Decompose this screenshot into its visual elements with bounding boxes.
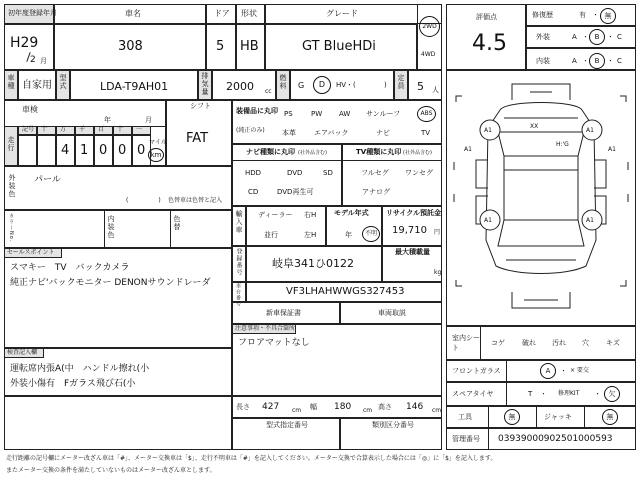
equip-pw: PW	[311, 110, 323, 118]
model-year-unknown-circled: 不明	[362, 226, 380, 242]
doors-value: 5	[216, 39, 225, 54]
width-value: 180	[334, 402, 352, 412]
sales-point-label: セールスポイント	[7, 249, 55, 256]
tools-div-3	[584, 406, 585, 428]
repair-label: 修復歴	[532, 11, 553, 19]
recycle-value: 19,710	[392, 225, 427, 236]
category-label: 車種	[7, 74, 15, 90]
blank-block	[4, 396, 232, 450]
model-year-year: 年	[345, 231, 352, 239]
tools-none-circled: 無	[504, 409, 520, 425]
model-label: 車名	[125, 9, 141, 18]
import-dealer: ディーラー	[258, 211, 293, 219]
interior-sheet-label: 室内シート	[452, 334, 480, 352]
xx-mark: XX	[530, 123, 539, 130]
spare-dot-2: ・	[594, 390, 601, 398]
navi-hdd: HDD	[245, 169, 262, 177]
tv-oneseg: ワンセグ	[405, 169, 433, 177]
shape-value: HB	[240, 39, 259, 54]
color-note: 色替車は色替と記入	[168, 197, 223, 204]
score-value: 4.5	[472, 31, 507, 56]
digit-header-label: 百	[98, 126, 105, 133]
exterior-label: 外装	[536, 33, 550, 41]
front-glass-a-circled: A	[540, 363, 556, 379]
digit-cell	[37, 135, 56, 166]
odometer-digit: 4	[61, 143, 70, 158]
equip-sunroof: サンルーフ	[366, 110, 401, 118]
grade-label: グレード	[326, 9, 358, 18]
equip-leather: 本革	[282, 129, 296, 137]
inspector-label: 検査記入欄	[7, 349, 38, 356]
airbag-mark	[310, 124, 348, 140]
interior-dot-2: ・	[607, 57, 614, 65]
drive-4wd: 4WD	[421, 51, 436, 58]
reg-year-label: 初年度登録年月	[8, 9, 57, 17]
exterior-dot-1: ・	[582, 33, 589, 41]
color-code-block	[4, 210, 232, 248]
inspection-label: 車検	[22, 105, 38, 114]
tv-fullseg: フルセグ	[361, 169, 389, 177]
notes-block	[232, 324, 442, 396]
height-label: 高さ	[378, 403, 392, 411]
width-label: 幅	[310, 403, 317, 411]
length-unit: cm	[292, 407, 302, 414]
spare-missing-circled: 欠	[604, 386, 620, 402]
spare-tire-label: スペアタイヤ	[452, 390, 494, 398]
equip-aw: AW	[339, 110, 351, 118]
category-value: 自家用	[22, 80, 52, 91]
repaint-label: 色替	[173, 215, 181, 231]
a1-left-door: A1	[464, 146, 472, 153]
displacement-value: 2000	[226, 80, 254, 93]
model-value: 308	[118, 39, 143, 54]
navi-dvd-play: DVD再生可	[277, 188, 314, 196]
mgmt-value: 03939000902501000593	[498, 434, 613, 444]
a1-front-left: A1	[484, 127, 492, 134]
score-label: 評価点	[476, 13, 497, 21]
repair-yes: 有	[579, 11, 586, 19]
color-side-label: 外装色	[8, 174, 16, 198]
doors-label: ドア	[214, 9, 230, 18]
front-glass-dot: ・	[560, 367, 567, 375]
a1-rear-left: A1	[484, 217, 492, 224]
chassis-value: VF3LHAHWWGS327453	[286, 286, 405, 297]
shift-value: FAT	[186, 131, 209, 146]
height-value: 146	[406, 402, 424, 412]
reg-era-year: H29	[10, 35, 39, 51]
length-value: 427	[262, 402, 280, 412]
repair-dot: ・	[592, 11, 599, 19]
notes-label: 注意事項・不具合箇所	[235, 325, 296, 332]
sales-point-line-1: スマキー TV バックカメラ	[10, 263, 130, 273]
interior-dot-1: ・	[582, 57, 589, 65]
equip-airbag: エアバック	[314, 129, 349, 137]
digit-cell	[18, 135, 37, 166]
odometer-digit: 0	[118, 143, 127, 158]
odometer-digit: 0	[99, 143, 108, 158]
cc-div-1	[104, 210, 105, 248]
isheet-scratch: キズ	[606, 339, 620, 347]
a1-rear-right: A1	[586, 217, 594, 224]
capacity-cell	[408, 70, 442, 100]
reg-month: 2	[30, 55, 36, 65]
spare-dot-1: ・	[540, 390, 547, 398]
odometer-digit: 1	[80, 143, 89, 158]
exterior-b-circled: B	[589, 29, 605, 45]
digit-header-label: 千	[79, 126, 86, 133]
inspection-month: 月	[145, 116, 152, 124]
equipment-sub: (純正のみ)	[236, 127, 265, 134]
manual-label: 車両取説	[378, 309, 406, 317]
digit-header-label: 記号	[22, 126, 35, 133]
fglass-div	[506, 360, 507, 382]
notes-value: フロアマットなし	[238, 338, 310, 348]
month-unit: 月	[40, 57, 47, 65]
tools-div-1	[488, 406, 489, 428]
fuel-d-circled: D	[313, 76, 331, 94]
odometer-digit: 0	[137, 143, 146, 158]
equip-abs-circled: ABS	[417, 106, 436, 122]
fuel-g: G	[298, 81, 305, 90]
grade-value: GT BlueHDi	[302, 39, 376, 54]
tv-sub: (社外品含む)	[403, 150, 432, 156]
mgmt-label: 管理番号	[452, 435, 480, 443]
width-unit: cm	[363, 407, 373, 414]
navi-sd: SD	[323, 169, 333, 177]
repair-no-circled: 無	[600, 8, 616, 24]
jack-label: ジャッキ	[544, 413, 572, 421]
fuel-close: )	[384, 81, 387, 89]
fuel-label: 燃料	[279, 74, 287, 90]
cc-div-2	[170, 210, 171, 248]
spare-t: T	[528, 390, 533, 398]
front-glass-label: フロントガラス	[452, 367, 501, 375]
front-glass-x: × 要交	[570, 367, 589, 374]
capacity-unit: 人	[432, 86, 439, 94]
max-load-label: 最大積載量	[395, 248, 430, 256]
interior-label: 内装	[536, 57, 550, 65]
capacity-label: 定員	[397, 74, 405, 90]
interior-c: C	[617, 57, 622, 65]
inspector-line-1: 運転席内張A(中 ハンドル擦れ(小	[10, 364, 150, 374]
digit-header-label: 十	[117, 126, 124, 133]
model-year-label: モデル年式	[334, 209, 369, 217]
hg-mark: H:'G	[556, 141, 569, 148]
interior-color-label: 内装色	[107, 215, 115, 239]
recycle-unit: 円	[434, 229, 441, 236]
exterior-c: C	[617, 33, 622, 41]
mgmt-div	[488, 428, 489, 450]
digit-header-label: 万	[60, 126, 67, 133]
type-cert-label: 型式指定番号	[266, 421, 308, 429]
import-parallel: 並行	[264, 231, 278, 239]
sales-point-line-2: 純正ナビ'バックモニター DENONサウンドレーダ	[10, 278, 211, 288]
equip-navi: ナビ	[376, 129, 390, 137]
navi-sub: (社外品含む)	[298, 150, 327, 156]
equip-tv: TV	[421, 129, 431, 137]
registration-label: 登録番号	[235, 248, 242, 276]
tv-label: TV種類に丸印	[356, 148, 402, 156]
interior-b-circled: B	[589, 53, 605, 69]
chassis-label: 車台番号	[235, 283, 241, 307]
isheet-hole: 穴	[582, 339, 589, 347]
color-paren: ( )	[126, 197, 161, 204]
equip-ps: PS	[284, 110, 293, 118]
car-diagram	[446, 70, 636, 326]
cc-unit: cc	[265, 88, 272, 95]
height-unit: cm	[432, 407, 442, 414]
fuel-hv: HV・(	[336, 81, 356, 89]
tools-div-2	[536, 406, 537, 428]
type-label: 型式	[59, 74, 67, 90]
displacement-label: 排気量	[201, 72, 209, 96]
isheet-burn: コゲ	[491, 339, 505, 347]
footer-line-1: 走行距離の記号欄にメーター改ざん車は「#」、メーター交換車は「$」、走行不明車は「#」を記入してください。メーター交換で合算表示した場合には「◎」に「$」を記入します。	[6, 455, 497, 462]
import-right: 右H	[304, 211, 317, 219]
inspection-year: 年	[104, 116, 111, 124]
navi-label: ナビ種類に丸印	[246, 148, 295, 156]
type-code: LDA-T9AH01	[100, 80, 169, 93]
color-value: パール	[34, 175, 61, 185]
exterior-dot-2: ・	[607, 33, 614, 41]
isheet-div	[480, 326, 481, 360]
km-circled: km	[148, 148, 164, 162]
color-code-label: カラーNo.	[8, 213, 14, 243]
a1-front-right: A1	[586, 127, 594, 134]
drive-2wd-circled: 2WD	[419, 16, 440, 37]
spare-div	[506, 382, 507, 406]
shift-label: シフト	[190, 102, 211, 110]
a1-right-door: A1	[608, 146, 616, 153]
inspector-line-2: 外装小傷有 Fガラス飛び石(小	[10, 379, 136, 389]
max-load-unit: kg	[434, 269, 442, 276]
category-no-label: 類別区分番号	[372, 421, 414, 429]
tools-label: 工具	[458, 413, 472, 421]
odometer-side-label: 走行	[7, 136, 15, 152]
length-label: 長さ	[236, 403, 250, 411]
spare-kit: 修理KIT	[558, 390, 580, 397]
jack-none-circled: 無	[602, 409, 618, 425]
footer-line-2: またメーター交換の条件を満たしていないものはメーター改ざん車とします。	[6, 467, 216, 474]
navi-dvd: DVD	[287, 169, 303, 177]
tv-analog: アナログ	[362, 188, 390, 196]
import-left: 左H	[304, 231, 317, 239]
equipment-label: 装備品に丸印	[236, 107, 278, 115]
recycle-label: リサイクル預託金	[386, 209, 442, 217]
digit-header-label: 十	[41, 126, 48, 133]
isheet-tear: 破れ	[522, 339, 536, 347]
drive-cell	[417, 4, 442, 70]
interior-a: A	[572, 57, 577, 65]
isheet-dirt: 汚れ	[552, 339, 566, 347]
new-car-warranty: 新車保証書	[266, 309, 301, 317]
exterior-a: A	[572, 33, 577, 41]
registration-value: 岐阜341ひ0122	[272, 257, 354, 270]
mile-label: マイル	[149, 139, 167, 146]
import-label: 輸入車	[235, 210, 243, 234]
capacity-value: 5	[417, 80, 424, 93]
shape-label: 形状	[241, 9, 257, 18]
digit-header-label: 一	[136, 126, 143, 133]
navi-cd: CD	[248, 188, 259, 196]
